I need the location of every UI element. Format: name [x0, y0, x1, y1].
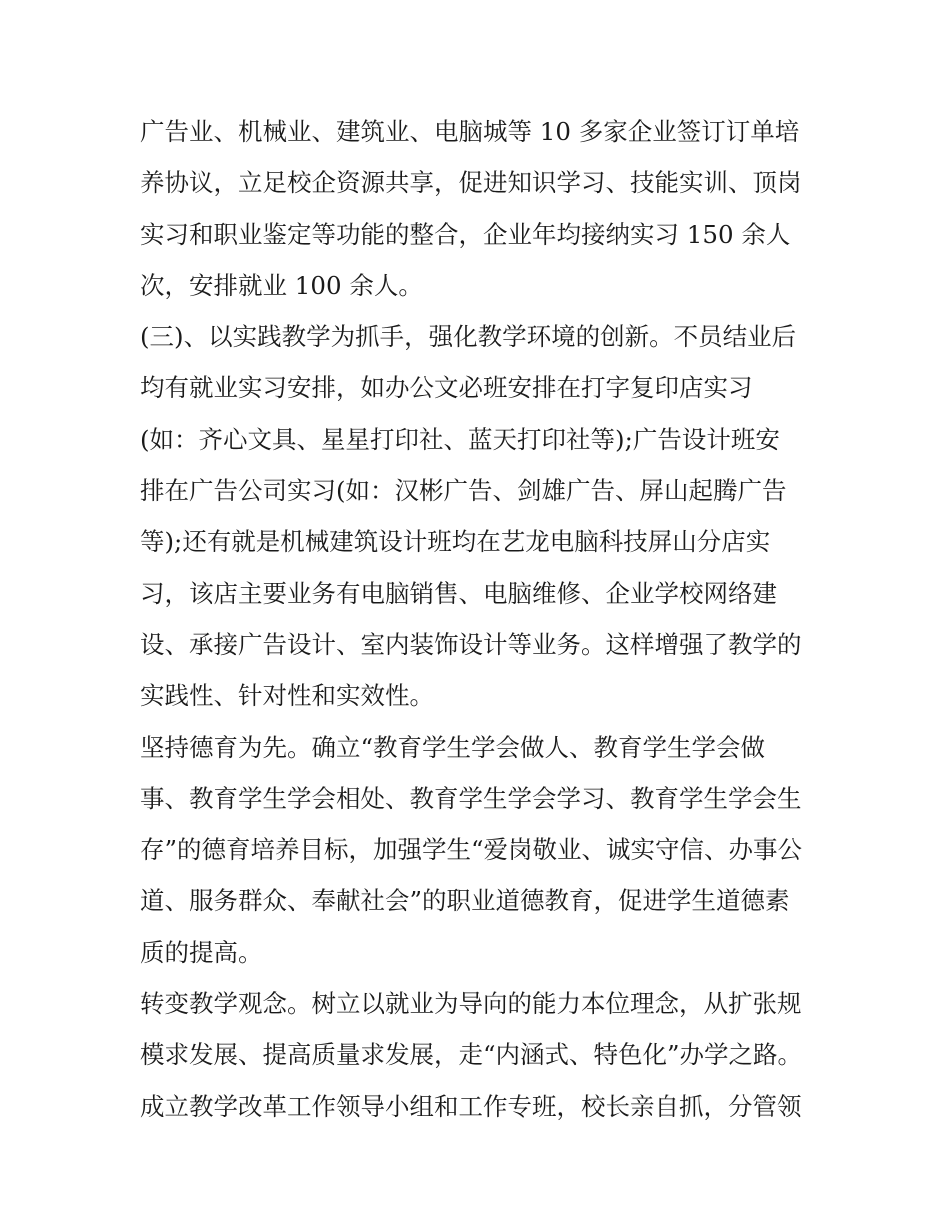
text-line: 存”的德育培养目标，加强学生“爱岗敬业、诚实守信、办事公 — [140, 835, 803, 865]
text-line: 实习和职业鉴定等功能的整合，企业年均接纳实习 150 余人 — [140, 219, 791, 249]
text-line: 事、教育学生学会相处、教育学生学会学习、教育学生学会生 — [140, 783, 802, 813]
text-line: 质的提高。 — [140, 937, 263, 967]
text-line: 设、承接广告设计、室内装饰设计等业务。这样增强了教学的 — [140, 629, 802, 659]
text-line: 成立教学改革工作领导小组和工作专班，校长亲自抓，分管领 — [140, 1091, 802, 1121]
text-line: 排在广告公司实习(如：汉彬广告、剑雄广告、屏山起腾广告 — [140, 476, 787, 506]
text-line: 次，安排就业 100 余人。 — [140, 270, 423, 300]
document-body — [140, 106, 820, 1132]
text-line: 转变教学观念。树立以就业为导向的能力本位理念，从扩张规 — [140, 989, 802, 1019]
text-line: 模求发展、提高质量求发展，走“内涵式、特色化”办学之路。 — [140, 1040, 803, 1070]
text-line: 均有就业实习安排，如办公文必班安排在打字复印店实习 — [140, 373, 753, 403]
text-line: 习，该店主要业务有电脑销售、电脑维修、企业学校网络建 — [140, 578, 777, 608]
text-line: (三)、以实践教学为抓手，强化教学环境的创新。不员结业后 — [140, 322, 797, 352]
text-line: 广告业、机械业、建筑业、电脑城等 10 多家企业签订订单培 — [140, 117, 800, 146]
text-line: (如：齐心文具、星星打印社、蓝天打印社等);广告设计班安 — [140, 424, 780, 454]
text-line: 养协议，立足校企资源共享，促进知识学习、技能实训、顶岗 — [140, 168, 802, 198]
text-line: 坚持德育为先。确立“教育学生学会做人、教育学生学会做 — [140, 732, 766, 762]
text-line: 道、服务群众、奉献社会”的职业道德教育，促进学生道德素 — [140, 886, 790, 916]
text-line: 实践性、针对性和实效性。 — [140, 681, 434, 711]
text-line: 等);还有就是机械建筑设计班均在艺龙电脑科技屏山分店实 — [140, 527, 771, 557]
